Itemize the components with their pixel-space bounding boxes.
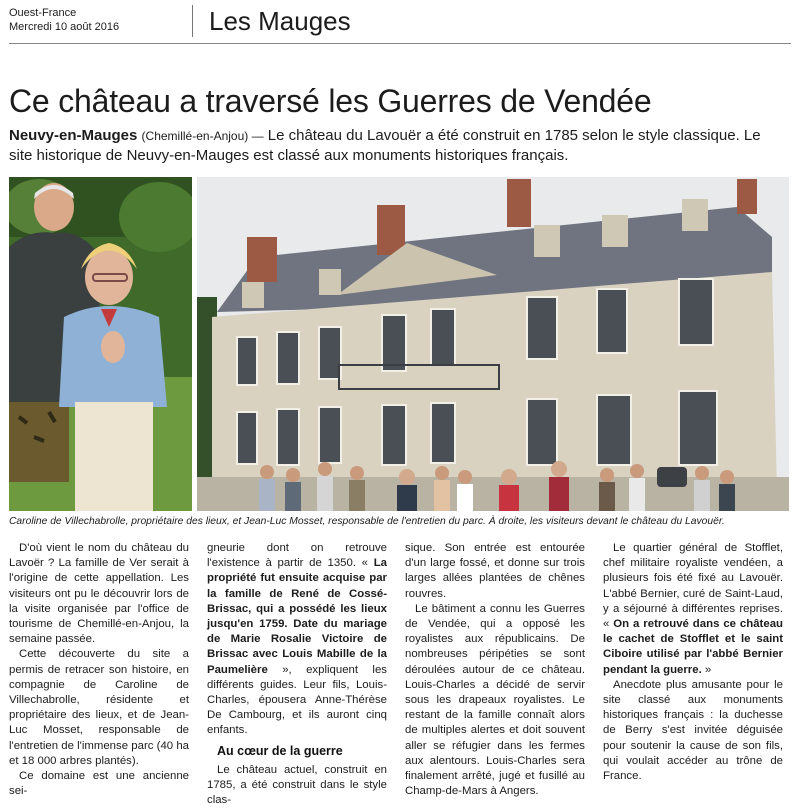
paragraph: sique. Son entrée est entourée d'un large fossé, et donne sur trois larges allées plantées de chênes rouvres. xyxy=(405,542,585,600)
section-title: Les Mauges xyxy=(209,6,351,36)
masthead xyxy=(0,0,800,48)
quote-bold: La propriété fut ensuite acquise par la famille de René de Cossé-Brissac, qui a possédé les lieux jusqu'en 1759. Date du mariage de Marie Rosalie Victoire de Brissac avec Louis Mabille de la Paumelière xyxy=(207,557,387,676)
paragraph: Ce domaine est une ancienne sei- xyxy=(9,770,189,798)
paragraph: D'où vient le nom du château du Lavoër ? La famille de Ver serait à l'origine de cette appellation. Les visiteurs ont pu le découvrir lors de la visite organisée par l'office de tourisme de Chemillé-en-Anjou, la semaine passée. xyxy=(9,542,189,646)
paragraph: Cette découverte du site a permis de retracer son histoire, en compagnie de Caroline de Villechabrolle, résidente et propriétaire des lieux, et de Jean-Luc Mosset, responsable de l'entretien de l'immense parc (40 ha et 18 000 arbres plantés). xyxy=(9,648,189,767)
header-rule xyxy=(9,43,791,44)
paragraph: Le château actuel, construit en 1785, a été construit dans le style clas- xyxy=(207,763,387,807)
photo-people xyxy=(9,177,192,511)
paragraph: Le bâtiment a connu les Guerres de Vendée, qui a opposé les royalistes aux républicains. De nombreuses péripéties se sont déroulées autour de ce château. Louis-Charles a décidé de servir sous les drapeaux royalistes. Le restant de la famille connaît alors de multiples alertes et doit souvent aller se réfugier dans les fermes aux alentours. Louis-Charles sera finalement arrêté, jugé et fusillé au Champ-de-Mars à Angers. xyxy=(405,602,585,798)
people-illustration xyxy=(9,177,192,511)
paragraph xyxy=(207,541,387,739)
lead-subplace: (Chemillé-en-Anjou) — xyxy=(141,129,264,143)
newspaper-name: Ouest-France xyxy=(9,7,77,19)
chateau-illustration xyxy=(197,177,789,511)
article-headline: Ce château a traversé les Guerres de Vendée xyxy=(9,83,652,119)
text-span: gneurie dont on retrouve l'existence à partir de 1350. « xyxy=(207,542,387,570)
quote-bold: On a retrouvé dans ce château le cachet de Stofflet et le saint Ciboire utilisé par l'abbé Bernier pendant la guerre. xyxy=(603,618,783,676)
paragraph xyxy=(603,541,783,678)
text-span: », expliquent les différents guides. Leur fils, Louis-Charles, épousera Anne-Thérèse De Cambourg, et ils auront cinq enfants. xyxy=(207,663,387,737)
article-column-2 xyxy=(207,541,387,808)
masthead-divider xyxy=(192,5,193,37)
article-column-4 xyxy=(603,541,783,784)
text-span: Le quartier général de Stofflet, chef militaire royaliste vendéen, a plusieurs fois été fixé au Lavouër. L'abbé Bernier, curé de Saint-Laud, y a séjourné à différentes reprises. « xyxy=(603,542,783,631)
article-lead xyxy=(9,126,781,165)
lead-text: Le château du Lavouër a été construit en 1785 selon le style classique. Le site historique de Neuvy-en-Mauges est classé aux monuments historiques français. xyxy=(9,127,761,164)
article-column-3 xyxy=(405,541,585,799)
text-span: » xyxy=(704,663,712,676)
photo-chateau xyxy=(197,177,789,511)
paragraph: Anecdote plus amusante pour le site classé aux monuments historiques français : la duchesse de Berry s'est invitée déguisée pour soutenir la cause de son fils, qui voulait accéder au trône de France. xyxy=(603,678,783,783)
article-subhead: Au cœur de la guerre xyxy=(217,743,343,758)
photo-caption: Caroline de Villechabrolle, propriétaire des lieux, et Jean-Luc Mosset, responsable de l'entretien du parc. À droite, les visiteurs devant le château du Lavouër. xyxy=(9,516,725,527)
article-column-1 xyxy=(9,541,189,799)
publication-date: Mercredi 10 août 2016 xyxy=(9,21,120,33)
lead-place: Neuvy-en-Mauges xyxy=(9,127,138,144)
